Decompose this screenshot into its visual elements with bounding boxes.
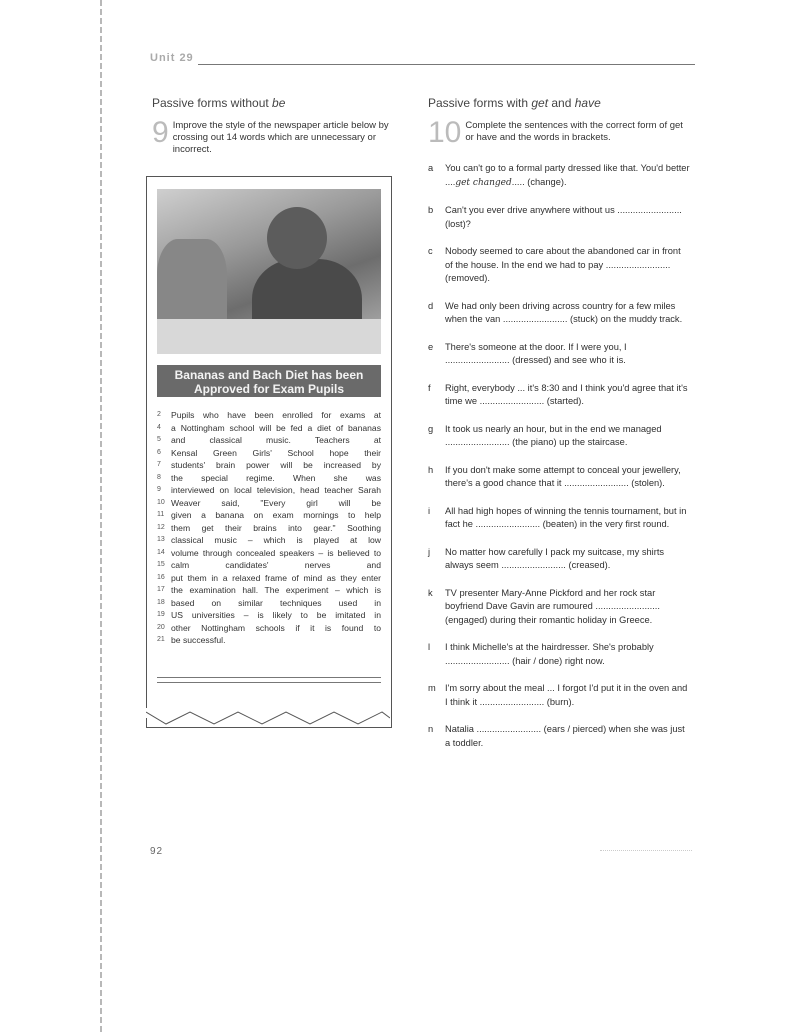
item-text: Can't you ever drive anywhere without us ......................... (lost)?: [445, 205, 682, 229]
article-line: [157, 509, 381, 522]
item-letter: e: [428, 341, 434, 352]
item-text: All had high hopes of winning the tennis tournament, but in fact he ......................... (beaten) in the very first round.: [445, 505, 687, 529]
instruction-text: Complete the sentences with the correct form of get or have and the words in brackets.: [465, 120, 683, 143]
article-line: [157, 459, 381, 472]
exercise-item-d: [428, 300, 690, 327]
exercise-item-e: [428, 341, 690, 368]
line-number: 16: [157, 573, 165, 581]
line-text: volume through concealed speakers – is believed to: [171, 547, 381, 558]
exercise-item-h: [428, 464, 690, 491]
headline-line-1: Bananas and Bach Diet has been: [174, 368, 364, 382]
line-number: 6: [157, 448, 161, 456]
line-number: 4: [157, 423, 161, 431]
exercise-item-c: [428, 245, 690, 286]
title-text: Passive forms without: [152, 96, 273, 110]
exercise-item-a: [428, 162, 690, 190]
line-text: calm candidates' nerves and: [171, 560, 381, 570]
exercise-item-f: [428, 382, 690, 409]
item-text-after: ..... (change).: [511, 176, 567, 187]
item-letter: a: [428, 163, 434, 173]
page-header: [150, 52, 695, 66]
page-number: 92: [150, 846, 164, 857]
item-letter: k: [428, 587, 433, 598]
right-column: [428, 96, 690, 764]
item-text: We had only been driving across country for a few miles when the van ......................... (stuck) on the muddy track.: [445, 300, 683, 324]
exercise-item-j: [428, 546, 690, 573]
instruction-text: Improve the style of the newspaper article below by crossing out 14 words which are unnecessary or incorrect.: [172, 120, 389, 155]
exercise-item-k: [428, 587, 690, 628]
item-text: It took us nearly an hour, but in the end we managed ......................... (the piano) up the staircase.: [445, 423, 662, 447]
exercise-item-g: [428, 423, 690, 450]
line-text: students' brain power will be increased by: [171, 460, 381, 470]
section-title-right: [428, 96, 690, 110]
item-letter: d: [428, 300, 434, 311]
item-letter: m: [428, 683, 436, 693]
line-text: put them in a relaxed frame of mind as they enter: [171, 572, 381, 583]
line-number: 15: [157, 561, 165, 568]
exercise-10-instruction: [428, 116, 690, 154]
line-text: them get their brains into gear." Soothing: [171, 522, 381, 533]
exercise-9-instruction: [152, 116, 390, 156]
article-line: [157, 634, 381, 647]
line-number: 14: [157, 548, 165, 556]
article-line: [157, 597, 381, 610]
line-number: 2: [157, 411, 161, 418]
item-letter: l: [428, 642, 431, 652]
unit-label: Unit 29: [150, 52, 194, 64]
line-text: the special regime. When she was: [171, 472, 381, 483]
item-text: I think Michelle's at the hairdresser. She's probably ......................... (hair / done) right now.: [445, 642, 654, 666]
article-line: [157, 534, 381, 547]
line-text: Kensal Green Girls' School hope their: [171, 447, 381, 458]
line-number: 12: [157, 523, 165, 531]
title-italic: be: [272, 96, 286, 110]
exercise-item-i: [428, 505, 690, 532]
item-letter: j: [428, 546, 431, 557]
article-line: [157, 559, 381, 572]
article-line: [157, 409, 381, 422]
article-line: [157, 472, 381, 485]
line-number: 18: [157, 598, 165, 606]
article-line: [157, 547, 381, 560]
item-text: Right, everybody ... it's 8:30 and I think you'd agree that it's time we ......................... (started).: [445, 382, 688, 406]
exercise-number: 10: [428, 116, 462, 149]
article-line: [157, 447, 381, 460]
exercise-item-n: [428, 723, 690, 750]
article-line: [157, 434, 381, 447]
item-letter: f: [428, 382, 431, 393]
line-number: 9: [157, 486, 161, 493]
exercise-item-l: [428, 641, 690, 668]
line-number: 8: [157, 473, 161, 481]
article-line: [157, 522, 381, 535]
item-text: Natalia ......................... (ears / pierced) when she was just a toddler.: [445, 724, 685, 748]
headline-line-2: Approved for Exam Pupils: [193, 382, 345, 396]
item-letter: i: [428, 505, 431, 516]
article-line: [157, 497, 381, 510]
handwritten-answer: get changed: [455, 177, 512, 188]
line-text: the examination hall. The experiment – which is: [171, 585, 381, 595]
exercise-items: [428, 162, 690, 750]
line-number: 10: [157, 498, 165, 506]
line-text: given a banana on exam mornings to help: [171, 510, 381, 520]
header-rule: [198, 64, 695, 65]
title-italic-have: have: [574, 96, 601, 110]
left-column: [152, 96, 390, 156]
item-letter: g: [428, 423, 434, 434]
torn-edge: [146, 708, 390, 730]
line-number: 11: [157, 511, 165, 518]
line-text: a Nottingham school will be fed a diet of bananas: [171, 422, 381, 433]
footer-rule: [600, 850, 692, 851]
article-line: [157, 422, 381, 435]
article-line: [157, 622, 381, 635]
newspaper-article: [146, 176, 392, 728]
line-text: and classical music. Teachers at: [171, 435, 381, 445]
line-number: 17: [157, 586, 165, 593]
title-italic-get: get: [531, 96, 549, 110]
item-text: Nobody seemed to care about the abandoned car in front of the house. In the end we had to pay ......................... (removed).: [445, 246, 681, 283]
item-text: I'm sorry about the meal ... I forgot I'd put it in the oven and I think it ......................... (burn).: [445, 683, 688, 707]
line-number: 19: [157, 611, 165, 618]
line-text: classical music – which is played at low: [171, 535, 381, 545]
line-number: 7: [157, 461, 161, 468]
line-text: Weaver said, "Every girl will be: [171, 497, 381, 508]
article-body: [157, 409, 381, 647]
article-bottom-rule: [157, 677, 381, 683]
item-letter: b: [428, 205, 434, 215]
line-text: Pupils who have been enrolled for exams at: [171, 410, 381, 420]
line-text: other Nottingham schools if it is found to: [171, 622, 381, 633]
line-text: be successful.: [171, 635, 226, 645]
item-text: You can't go to a formal party dressed like that. You'd better ....: [445, 163, 690, 187]
item-letter: c: [428, 246, 433, 256]
article-line: [157, 584, 381, 597]
exercise-item-b: [428, 204, 690, 231]
article-headline: [157, 365, 381, 397]
item-letter: h: [428, 464, 434, 475]
exercise-number: 9: [152, 116, 169, 149]
article-line: [157, 484, 381, 497]
line-number: 20: [157, 623, 165, 631]
item-text: If you don't make some attempt to conceal your jewellery, there's a good chance that it ......................... (stolen).: [445, 464, 681, 488]
item-text: There's someone at the door. If I were you, I ......................... (dressed) and see who it is.: [445, 341, 627, 365]
article-photo: [157, 189, 381, 354]
binder-margin: [100, 0, 102, 1035]
article-line: [157, 609, 381, 622]
line-text: based on similar techniques used in: [171, 597, 381, 608]
line-text: US universities – is likely to be imitated in: [171, 610, 381, 620]
line-text: interviewed on local television, head teacher Sarah: [171, 485, 381, 495]
line-number: 5: [157, 436, 161, 443]
title-and: and: [548, 96, 575, 110]
item-text: TV presenter Mary-Anne Pickford and her rock star boyfriend Dave Gavin are rumoured ......................... (engaged) during their romantic holiday in Greece.: [445, 587, 660, 625]
line-number: 13: [157, 536, 165, 543]
exercise-item-m: [428, 682, 690, 709]
line-number: 21: [157, 636, 165, 643]
section-title-left: [152, 96, 390, 110]
item-text: No matter how carefully I pack my suitcase, my shirts always seem ......................... (creased).: [445, 546, 665, 570]
article-line: [157, 572, 381, 585]
title-text: Passive forms with: [428, 96, 532, 110]
item-letter: n: [428, 724, 434, 734]
